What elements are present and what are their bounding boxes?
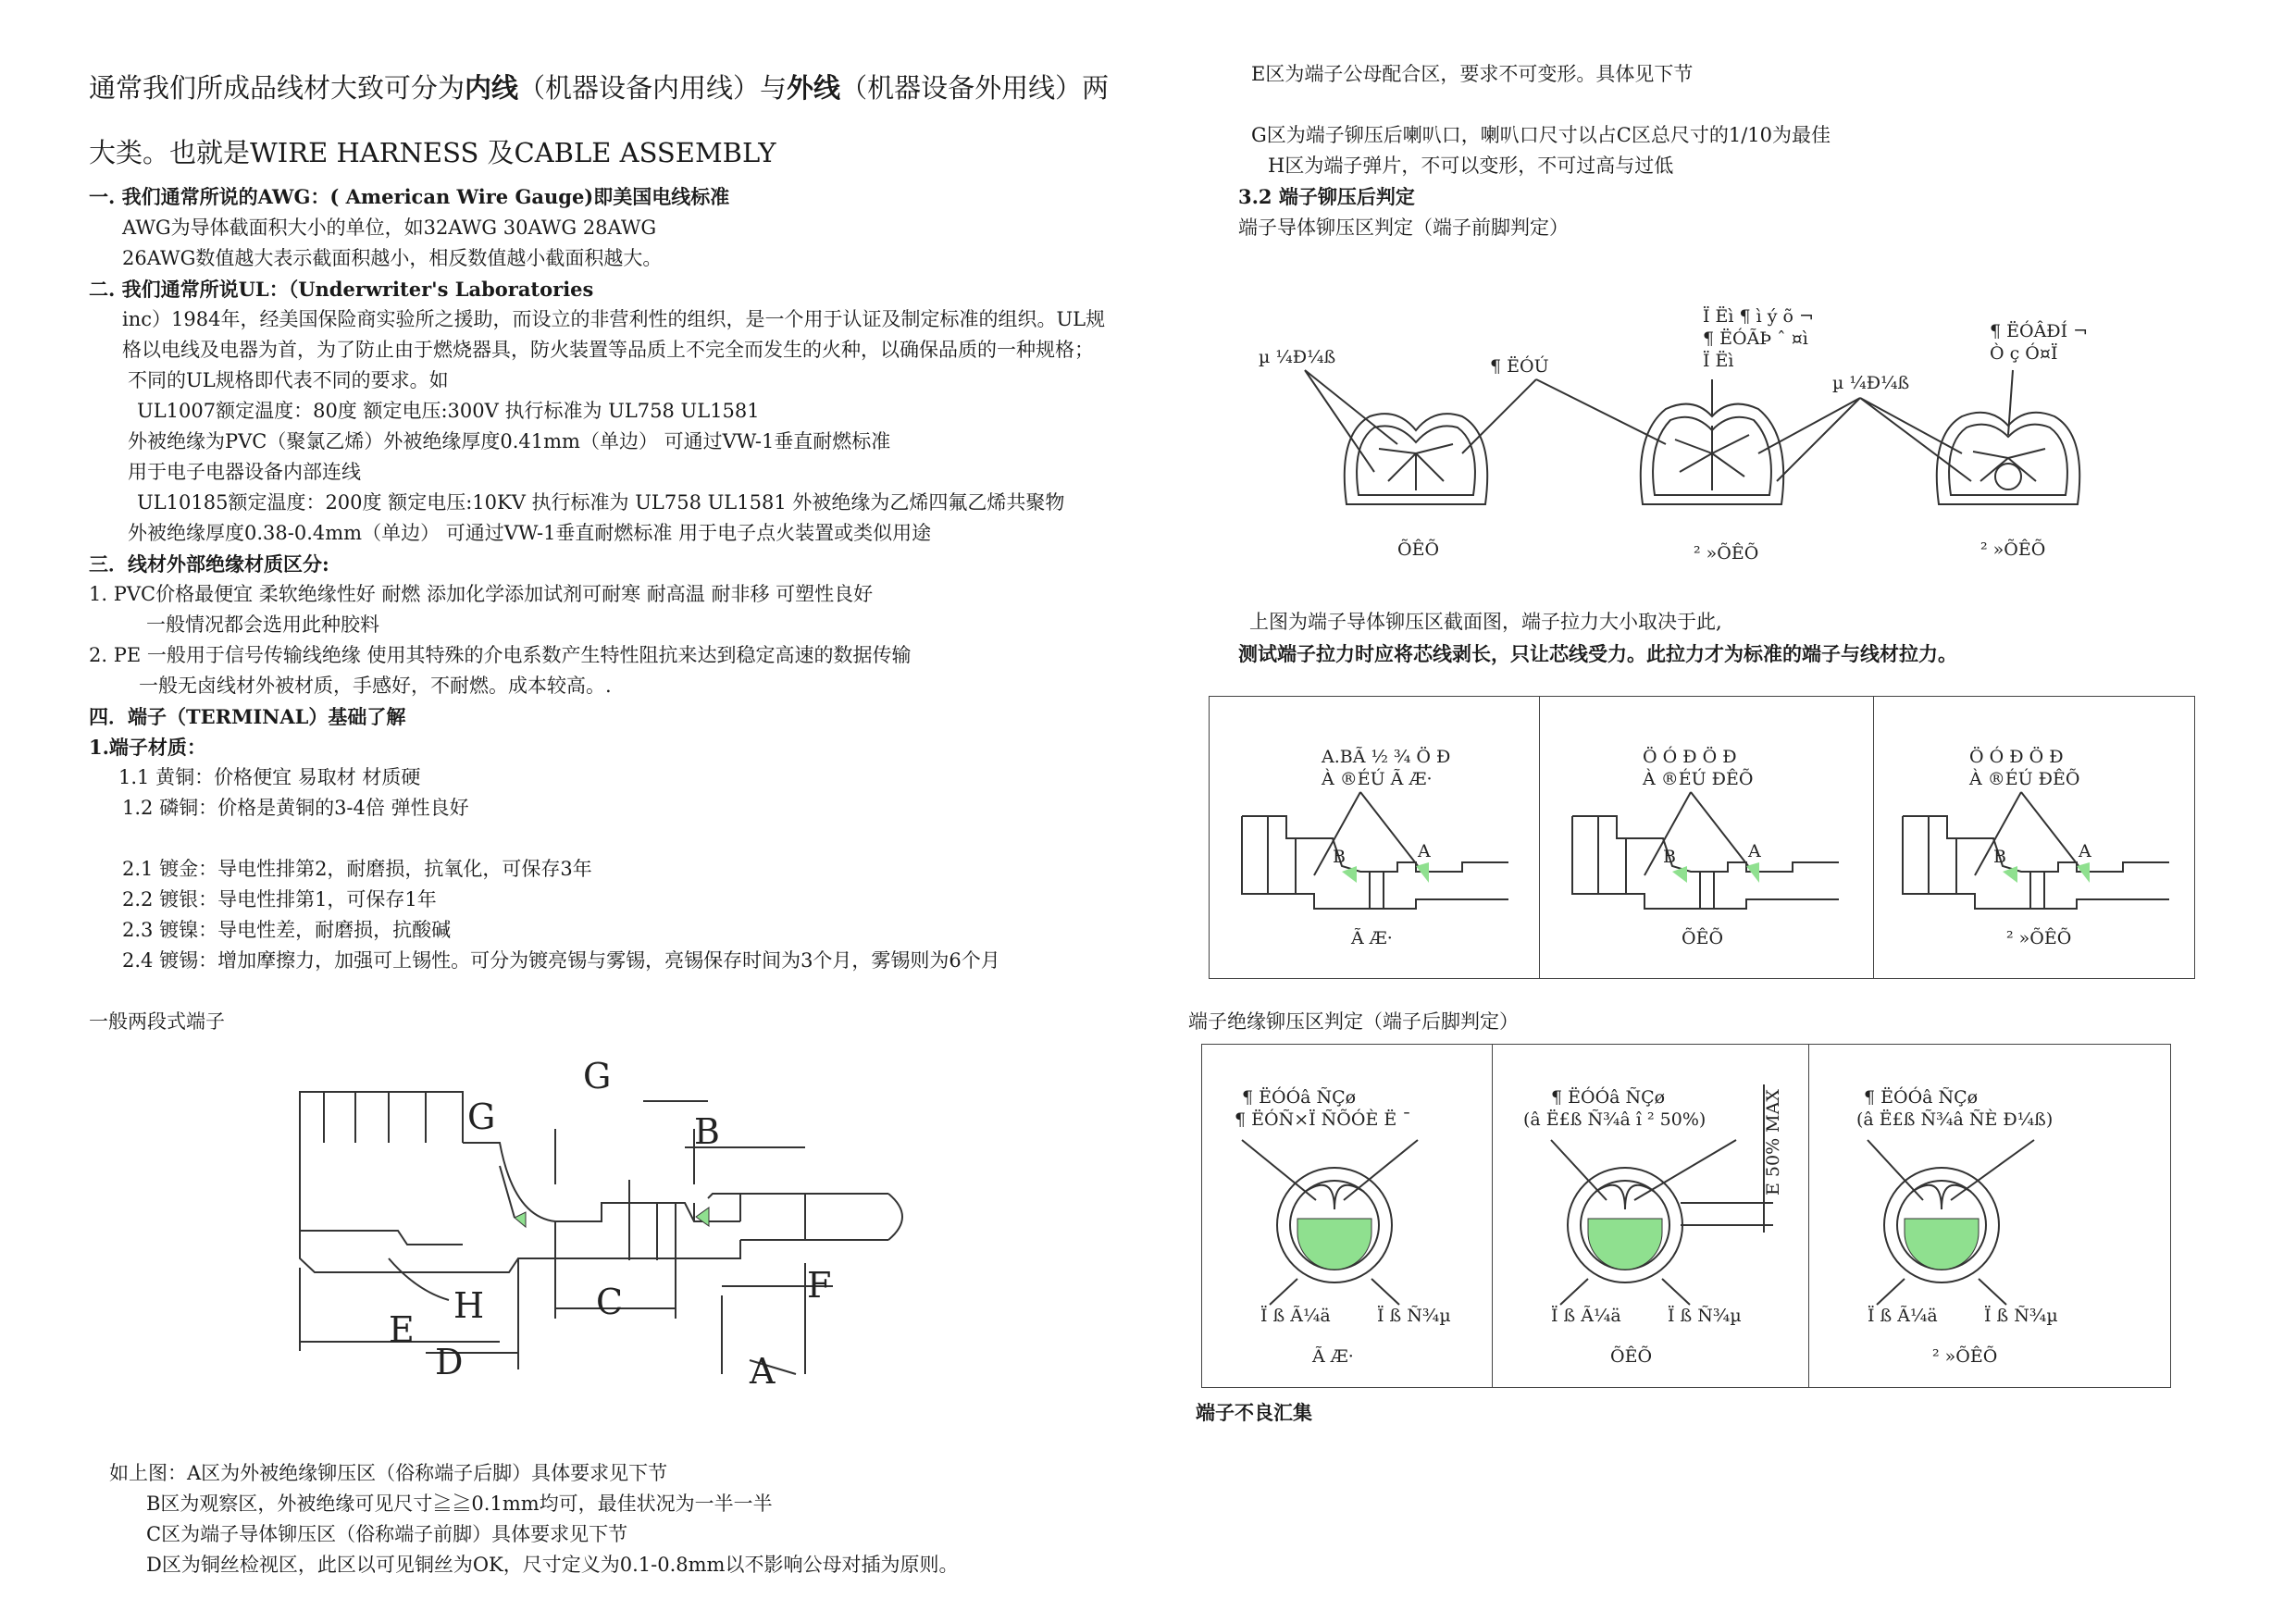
fig2-letter-a: A — [1748, 841, 1761, 861]
fig3-panel-acceptable — [1496, 1047, 1806, 1384]
fig3-panel-3-right: Ï ß Ñ¾µ — [1984, 1306, 2058, 1326]
divider — [1808, 1044, 1809, 1388]
text-line: G区为端子铆压后喇叭口，喇叭口尺寸以占C区总尺寸的1/10为最佳 — [1251, 124, 1831, 146]
fig2-panel-3-caption: ² »ÕÊÕ — [2006, 928, 2072, 948]
pull-note-2: 测试端子拉力时应将芯线剥长，只让芯线受力。此拉力才为标准的端子与线材拉力。 — [1238, 642, 1957, 665]
text-line: 2.1 镀金：导电性排第2，耐磨损，抗氧化，可保存3年 — [122, 858, 592, 880]
fig3-panel-3-title: ¶ ËÓÓâ ÑÇø — [1864, 1087, 1979, 1108]
terminal-diagram — [278, 1055, 925, 1406]
fig1-caption-2: ² »ÕÊÕ — [1694, 543, 1759, 564]
fig1-label-b: ¶ ËÓÚ — [1490, 356, 1549, 377]
fig2-panel-1-caption: Ã Æ· — [1351, 928, 1393, 948]
divider — [1492, 1044, 1493, 1388]
text-line: 26AWG数值越大表示截面积越小，相反数值越小截面积越大。 — [122, 247, 663, 269]
fig2-letter-a: A — [2079, 841, 2091, 861]
fig2-panel-3-subtitle: À ®ÉÚ ÐÊÕ — [1969, 769, 2080, 789]
text-line: 1.1 黄铜：价格便宜 易取材 材质硬 — [118, 766, 421, 788]
fig2-panel-2-subtitle: À ®ÉÚ ÐÊÕ — [1643, 769, 1754, 789]
text-line: 格以电线及电器为首，为了防止由于燃烧器具，防火装置等品质上不完全而发生的火种，以确保品质的一种规格； — [122, 339, 1094, 361]
subsection-front-crimp: 端子导体铆压区判定（端子前脚判定） — [1238, 217, 1569, 239]
fig1-label-d: µ ¼Ð¼ß — [1832, 373, 1910, 393]
label-c: C — [596, 1282, 624, 1322]
fig2-letter-b: B — [1993, 847, 2006, 867]
text-line: 用于电子电器设备内部连线 — [128, 461, 361, 483]
fig3-panel-reject — [1812, 1047, 2167, 1384]
fig3-panel-3-left: Ï ß Ã¼ä — [1868, 1306, 1938, 1326]
fig3-panel-2-left: Ï ß Ã¼ä — [1551, 1306, 1621, 1326]
subsection-material: 1.端子材质： — [89, 736, 206, 759]
text-line: UL1007额定温度：80度 额定电压:300V 执行标准为 UL758 UL1581 — [137, 400, 760, 422]
fig3-panel-1-caption: Ã Æ· — [1312, 1346, 1354, 1367]
fig1-caption-3: ² »ÕÊÕ — [1980, 539, 2046, 560]
label-h: H — [453, 1285, 485, 1326]
fig2-panel-3-title: Ö Ó Ð Ö Ð — [1969, 747, 2064, 767]
text-line: 1. PVC价格最便宜 柔软绝缘性好 耐燃 添加化学添加试剂可耐寒 耐高温 耐非移 可塑性良好 — [89, 583, 874, 605]
heading-line-2: 大类。也就是WIRE HARNESS 及CABLE ASSEMBLY — [89, 137, 776, 168]
fig3-panel-3-caption: ² »ÕÊÕ — [1932, 1346, 1998, 1367]
section-ul: 二. 我们通常所说UL：（Underwriter's Laboratories — [89, 278, 594, 301]
fig3-panel-3-subtitle: (â Ë£ß Ñ¾â ÑÈ Ð¼ß) — [1856, 1109, 2054, 1130]
fig1-caption-1: ÕÊÕ — [1397, 539, 1440, 560]
label-d: D — [435, 1342, 464, 1382]
text-line: UL10185额定温度：200度 额定电压:10KV 执行标准为 UL758 UL1581 外被绝缘为乙烯四氟乙烯共聚物 — [137, 491, 1065, 514]
fig2-letter-a: A — [1418, 841, 1431, 861]
text-line: 外被绝缘为PVC（聚氯乙烯）外被绝缘厚度0.41mm（单边） 可通过VW-1垂直耐燃标准 — [128, 430, 891, 452]
text-line: E区为端子公母配合区，要求不可变形。具体见下节 — [1251, 63, 1694, 85]
text-line: 一般无卤线材外被材质，手感好，不耐燃。成本较高。. — [139, 675, 612, 697]
section-terminal: 四．端子（TERMINAL）基础了解 — [89, 705, 406, 728]
fig1-label-c3: Ï Ëì — [1703, 351, 1734, 371]
label-g-2: G — [583, 1056, 612, 1096]
text-line: 一般情况都会选用此种胶料 — [146, 613, 379, 636]
fig1-label-a: µ ¼Ð¼ß — [1259, 347, 1336, 367]
label-g-1: G — [467, 1096, 496, 1137]
section-crimp-judgement: 3.2 端子铆压后判定 — [1238, 185, 1415, 208]
text-line: 不同的UL规格即代表不同的要求。如 — [128, 369, 449, 391]
fig2-letter-b: B — [1663, 847, 1676, 867]
fig1-label-e1: ¶ ËÓÂÐÍ ¬ — [1990, 321, 2089, 341]
text-line: 外被绝缘厚度0.38-0.4mm（单边） 可通过VW-1垂直耐燃标准 用于电子点火装置或类似用途 — [128, 522, 932, 544]
label-a: A — [750, 1351, 776, 1392]
fig2-panel-1-title: A.BÃ ½ ¾ Ö Ð — [1322, 747, 1451, 767]
fig1-label-c1: Ï Ëì ¶ ì ý õ ¬ — [1703, 306, 1814, 327]
note-c: C区为端子导体铆压区（俗称端子前脚）具体要求见下节 — [146, 1523, 628, 1545]
fig3-panel-1-left: Ï ß Ã¼ä — [1260, 1306, 1331, 1326]
text-line: 2.3 镀镍：导电性差，耐磨损，抗酸碱 — [122, 919, 452, 941]
label-b: B — [694, 1111, 720, 1152]
fig2-panel-2-caption: ÕÊÕ — [1682, 928, 1724, 948]
fig3-panel-1-subtitle: ¶ ËÓÑ×Ï ÑÕÓÈ Ë ¯ — [1235, 1109, 1411, 1130]
fig2-panel-2-title: Ö Ó Ð Ö Ð — [1643, 747, 1737, 767]
fig3-panel-1-right: Ï ß Ñ¾µ — [1377, 1306, 1451, 1326]
text-line: inc）1984年，经美国保险商实验所之援助，而设立的非营利性的组织，是一个用于认证及制定标准的组织。UL规 — [122, 308, 1106, 330]
fig3-panel-ok — [1205, 1047, 1488, 1384]
label-f: F — [807, 1265, 832, 1306]
fig3-dimension: E 50% MAX — [1763, 1089, 1783, 1196]
figure-caption: 一般两段式端子 — [89, 1010, 225, 1033]
fig3-panel-2-subtitle: (â Ë£ß Ñ¾â î ² 50%) — [1523, 1109, 1706, 1130]
fig2-panel-reject — [1877, 700, 2191, 975]
fig2-panel-ok — [1212, 700, 1542, 975]
text-line: 2.4 镀锡：增加摩擦力，加强可上锡性。可分为镀亮锡与雾锡，亮锡保存时间为3个月，雾锡则为6个月 — [122, 949, 1000, 972]
defect-summary-heading: 端子不良汇集 — [1196, 1401, 1312, 1424]
fig3-panel-2-title: ¶ ËÓÓâ ÑÇø — [1551, 1087, 1666, 1108]
crimp-cross-section-figure — [1259, 296, 2147, 583]
text-line: 1.2 磷铜：价格是黄铜的3-4倍 弹性良好 — [122, 797, 469, 819]
fig3-panel-2-caption: ÕÊÕ — [1610, 1346, 1653, 1367]
text-line: H区为端子弹片，不可以变形，不可过高与过低 — [1268, 155, 1674, 177]
note-b: B区为观察区，外被绝缘可见尺寸≧≧0.1mm均可，最佳状况为一半一半 — [146, 1493, 773, 1515]
section-awg: 一. 我们通常所说的AWG：( American Wire Gauge)即美国电线标准 — [89, 185, 730, 208]
heading-line-1: 通常我们所成品线材大致可分为内线（机器设备内用线）与外线（机器设备外用线）两 — [89, 72, 1110, 104]
divider — [1873, 696, 1874, 979]
label-e: E — [389, 1309, 415, 1350]
text-line: 2. PE 一般用于信号传输线绝缘 使用其特殊的介电系数产生特性阻抗来达到稳定高速的数据传输 — [89, 644, 912, 666]
fig3-panel-1-title: ¶ ËÓÓâ ÑÇø — [1242, 1087, 1357, 1108]
fig3-panel-2-right: Ï ß Ñ¾µ — [1668, 1306, 1742, 1326]
fig1-label-e2: Ò ç Ó¤Ï — [1990, 343, 2058, 364]
pull-note-1: 上图为端子导体铆压区截面图，端子拉力大小取决于此, — [1249, 611, 1722, 633]
fig1-label-c2: ¶ ËÓÃÞ ˆ ¤ì — [1703, 328, 1808, 349]
text-line: 2.2 镀银：导电性排第1，可保存1年 — [122, 888, 437, 911]
note-d: D区为铜丝检视区，此区以可见铜丝为OK，尺寸定义为0.1-0.8mm以不影响公母对插为原则。 — [146, 1554, 959, 1576]
subsection-rear-crimp: 端子绝缘铆压区判定（端子后脚判定） — [1188, 1010, 1519, 1033]
fig2-panel-acceptable — [1543, 700, 1872, 975]
fig2-panel-1-subtitle: À ®ÉÚ Ã Æ· — [1322, 769, 1433, 789]
fig2-letter-b: B — [1333, 847, 1346, 867]
section-insulation-material: 三．线材外部绝缘材质区分: — [89, 552, 329, 576]
text-line: AWG为导体截面积大小的单位，如32AWG 30AWG 28AWG — [122, 217, 657, 239]
note-a: 如上图：A区为外被绝缘铆压区（俗称端子后脚）具体要求见下节 — [109, 1462, 668, 1484]
